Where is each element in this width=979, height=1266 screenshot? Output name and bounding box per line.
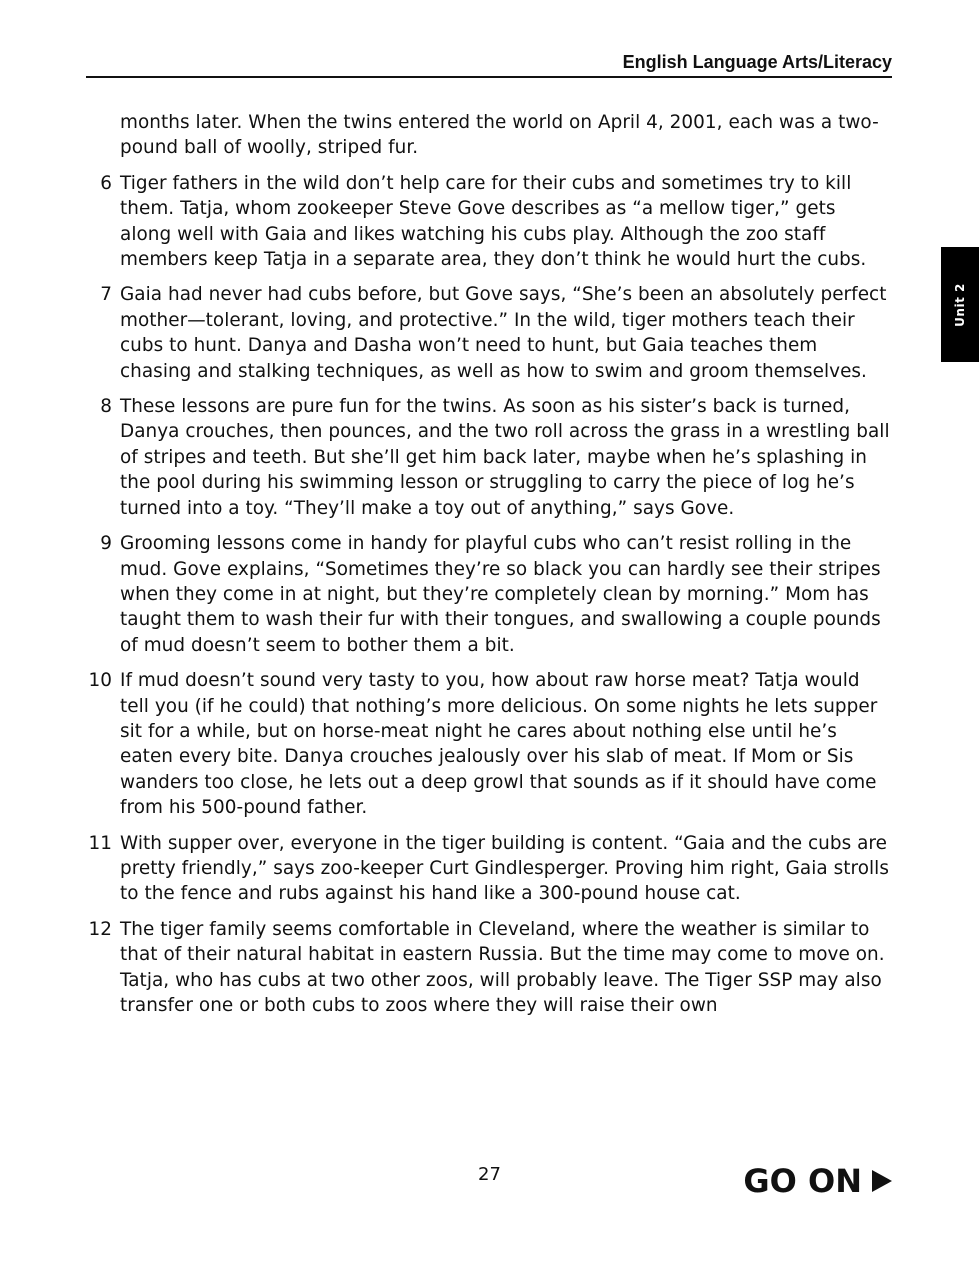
- paragraph-text: Tiger fathers in the wild don’t help care for their cubs and sometimes try to kill them. Tatja, whom zookeeper Steve Gove describes as “a mellow tiger,” gets along well with Gaia and likes watching his cubs play. Although the zoo staff members keep Tatja in a separate area, they don’t think he would hurt the cubs.: [120, 172, 867, 271]
- paragraph-text: Grooming lessons come in handy for playful cubs who can’t resist rolling in the mud. Gove explains, “Sometimes they’re so black you can hardly see their stripes when they come in at night, but they’re completely clean by morning.” Mom has taught them to wash their fur with their tongues, and swallowing a couple pounds of mud doesn’t seem to bother them a bit.: [120, 533, 881, 656]
- paragraph-7: [86, 282, 892, 384]
- header-title: English Language Arts/Literacy: [622, 52, 892, 72]
- paragraph-number: 10: [88, 670, 112, 692]
- page-header: [86, 50, 892, 78]
- paragraph-number: 11: [88, 832, 112, 854]
- paragraph-continued: [86, 110, 892, 161]
- paragraph-text: Gaia had never had cubs before, but Gove says, “She’s been an absolutely perfect mother—tolerant, loving, and protective.” In the wild, tiger mothers teach their cubs to hunt. Danya and Dasha won’t need to hunt, but Gaia teaches them chasing and stalking techniques, as well as how to swim and groom themselves.: [120, 284, 887, 382]
- paragraph-text: With supper over, everyone in the tiger building is content. “Gaia and the cubs are pretty friendly,” says zoo-keeper Curt Gindlesperger. Proving him right, Gaia strolls to the fence and rubs against his hand like a 300-pound house cat.: [120, 832, 889, 905]
- paragraph-text: If mud doesn’t sound very tasty to you, how about raw horse meat? Tatja would tell you (if he could) that nothing’s more delicious. On some nights he lets supper sit for a while, but on horse-meat night he cares about nothing else until he’s eaten every bite. Danya crouches jealously over his slab of meat. If Mom or Sis wanders too close, he lets out a deep growl that sounds as if it should have come from his 500-pound father.: [120, 670, 878, 819]
- page-number: 27: [478, 1164, 501, 1185]
- right-triangle-arrow-icon: [872, 1170, 892, 1192]
- paragraph-6: [86, 171, 892, 273]
- go-on-label: GO ON: [743, 1162, 862, 1200]
- paragraph-number: 12: [88, 918, 112, 940]
- paragraph-text: These lessons are pure fun for the twins. As soon as his sister’s back is turned, Danya crouches, then pounces, and the two roll across the grass in a wrestling ball of stripes and teeth. But she’ll get him back later, maybe when he’s splashing in the pool during his swimming lesson or struggling to carry the piece of log he’s turned into a toy. “They’ll make a toy out of anything,” says Gove.: [120, 396, 890, 519]
- paragraph-text: months later. When the twins entered the world on April 4, 2001, each was a two-pound ball of woolly, striped fur.: [120, 112, 879, 159]
- go-on-indicator: [743, 1162, 892, 1200]
- paragraph-11: [86, 831, 892, 907]
- paragraph-number: 9: [100, 533, 112, 555]
- unit-side-tab: [941, 247, 979, 362]
- paragraph-number: 7: [100, 284, 112, 306]
- paragraph-12: [86, 917, 892, 1019]
- paragraph-number: 6: [100, 172, 112, 194]
- paragraph-10: [86, 668, 892, 820]
- unit-tab-label: Unit 2: [953, 282, 967, 327]
- paragraph-text: The tiger family seems comfortable in Cleveland, where the weather is similar to that of their natural habitat in eastern Russia. But the time may come to move on. Tatja, who has cubs at two other zoos, will probably leave. The Tiger SSP may also transfer one or both cubs to zoos where they will raise their own: [120, 918, 885, 1016]
- paragraph-9: [86, 531, 892, 658]
- paragraph-number: 8: [100, 396, 112, 418]
- passage-body: [86, 110, 892, 1028]
- paragraph-8: [86, 394, 892, 521]
